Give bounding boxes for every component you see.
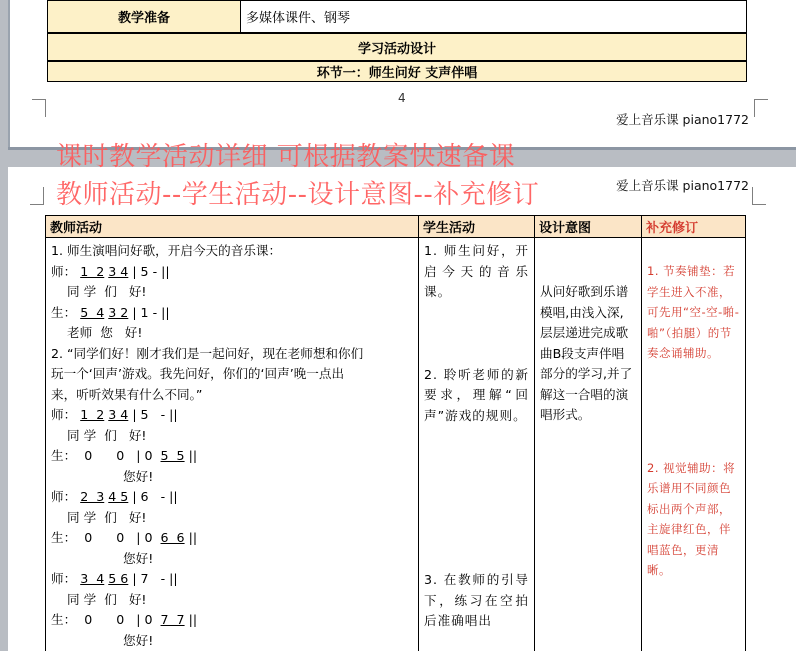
corner-mark bbox=[30, 187, 44, 205]
beat-group: | 5 - || bbox=[132, 407, 178, 422]
design-intent-text: 从问好歌到乐谱模唱,由浅入深,层层递进完成歌曲B段支声伴唱部分的学习,并了解这一合唱的演唱形式。 bbox=[540, 284, 633, 422]
beat-group: 5 5 bbox=[160, 448, 185, 463]
speaker-label: 师： bbox=[51, 407, 77, 422]
student-activity-cell bbox=[419, 238, 535, 651]
beat-group: 5 4 bbox=[80, 304, 105, 320]
prep-table bbox=[47, 0, 747, 33]
beat-group: 2 3 bbox=[80, 489, 105, 504]
previous-page bbox=[8, 0, 796, 147]
beat-group: 3 4 bbox=[80, 571, 105, 586]
notation-line bbox=[51, 528, 413, 549]
beat-group: || bbox=[188, 448, 198, 463]
beat-group: 6 6 bbox=[160, 530, 185, 545]
stage-title-table bbox=[47, 61, 747, 82]
beat-group: | 5 - || bbox=[132, 263, 170, 279]
prep-value: 多媒体课件、钢琴 bbox=[241, 1, 747, 33]
lyric-line: 您好! bbox=[51, 468, 154, 484]
section-title-table bbox=[47, 33, 747, 61]
column-header-intent: 设计意图 bbox=[535, 216, 642, 238]
beat-group: 7 7 bbox=[160, 612, 185, 627]
header-text: 爱上音乐课 piano1772 bbox=[616, 112, 749, 127]
supplement-note-1: 1. 节奏铺垫：若学生进入不准，可先用“空-空-啪-啪”（拍腿）的节奏念诵辅助。 bbox=[647, 264, 740, 360]
beat-group: | 7 - || bbox=[132, 571, 178, 586]
lyric-line: 同 学 们 好! bbox=[51, 284, 147, 299]
beat-group: 1 2 bbox=[80, 407, 105, 422]
lyric-line: 您好! bbox=[51, 550, 154, 566]
design-intent-cell bbox=[535, 238, 642, 651]
beat-group: | 6 - || bbox=[132, 489, 178, 504]
notation-line bbox=[51, 303, 413, 324]
lyric-line: 同 学 们 好! bbox=[51, 509, 147, 525]
page-number: 4 bbox=[398, 91, 406, 105]
header-text: 爱上音乐课 piano1772 bbox=[616, 178, 749, 193]
beat-group: 3 4 bbox=[108, 263, 129, 279]
teacher-activity-cell bbox=[46, 238, 419, 651]
teacher-line: 玩一个‘回声’游戏。我先问好，你们的‘回声’晚一点出 bbox=[51, 366, 345, 381]
prep-label: 教学准备 bbox=[48, 1, 241, 33]
beat-group: 3 4 bbox=[108, 407, 129, 422]
beat-group: 3 2 bbox=[108, 304, 129, 320]
speaker-label: 师： bbox=[51, 263, 77, 279]
corner-mark bbox=[752, 187, 766, 205]
speaker-label: 师： bbox=[51, 571, 77, 586]
teacher-line: 来，听听效果有什么不同。” bbox=[51, 386, 203, 402]
table-row bbox=[46, 238, 746, 651]
section-title: 学习活动设计 bbox=[48, 34, 747, 61]
activity-table bbox=[45, 215, 746, 651]
notation-line bbox=[51, 610, 413, 631]
teacher-line: 2. “同学们好！刚才我们是一起问好，现在老师想和你们 bbox=[51, 345, 364, 361]
speaker-label: 生： bbox=[51, 448, 77, 463]
beat-group: 4 5 bbox=[108, 489, 129, 504]
beat-group: | 1 - || bbox=[132, 304, 170, 320]
notation-line bbox=[51, 405, 413, 426]
notation-line bbox=[51, 262, 413, 283]
beat-group: 5 6 bbox=[108, 571, 129, 586]
speaker-label: 生： bbox=[51, 530, 77, 545]
lyric-line: 您好! bbox=[51, 632, 154, 648]
lyric-line: 同 学 们 好! bbox=[51, 427, 147, 443]
lyric-line: 同 学 们 好! bbox=[51, 591, 147, 607]
lyric-line: 老师 您 好! bbox=[51, 325, 143, 340]
notation-line bbox=[51, 446, 413, 467]
student-activity-1: 1. 师生问好，开启今天的音乐课。 bbox=[424, 243, 529, 299]
beat-group: || bbox=[188, 530, 198, 545]
corner-mark bbox=[754, 99, 768, 117]
beat-group: || bbox=[188, 612, 198, 627]
supplement-cell bbox=[642, 238, 746, 651]
column-header-student: 学生活动 bbox=[419, 216, 535, 238]
student-activity-2: 2. 聆听老师的新要求，理解“回声”游戏的规则。 bbox=[424, 366, 529, 423]
column-header-supplement: 补充修订 bbox=[642, 216, 746, 238]
student-activity-3: 3. 在教师的引导下，练习在空拍后准确唱出 bbox=[424, 572, 529, 628]
watermark-line-1: 课时教学活动详细 可根据教案快速备课 bbox=[56, 142, 516, 172]
notation-line bbox=[51, 487, 413, 508]
supplement-note-2: 2. 视觉辅助：将乐谱用不同颜色标出两个声部，主旋律红色，伴唱蓝色，更清晰。 bbox=[647, 460, 736, 577]
speaker-label: 师： bbox=[51, 489, 77, 504]
corner-mark bbox=[32, 99, 46, 117]
watermark-line-2: 教师活动--学生活动--设计意图--补充修订 bbox=[56, 180, 540, 210]
notation-line bbox=[51, 569, 413, 590]
beat-group: 1 2 bbox=[80, 263, 105, 279]
teacher-line: 1. 师生演唱问好歌，开启今天的音乐课： bbox=[51, 243, 282, 258]
column-header-teacher: 教师活动 bbox=[46, 216, 419, 238]
beat-group: 0 0 | 0 bbox=[84, 448, 153, 463]
speaker-label: 生： bbox=[51, 612, 77, 627]
speaker-label: 生： bbox=[51, 304, 77, 320]
stage-title: 环节一：师生问好 支声伴唱 bbox=[48, 62, 747, 82]
beat-group: 0 0 | 0 bbox=[84, 612, 153, 627]
beat-group: 0 0 | 0 bbox=[84, 530, 153, 545]
